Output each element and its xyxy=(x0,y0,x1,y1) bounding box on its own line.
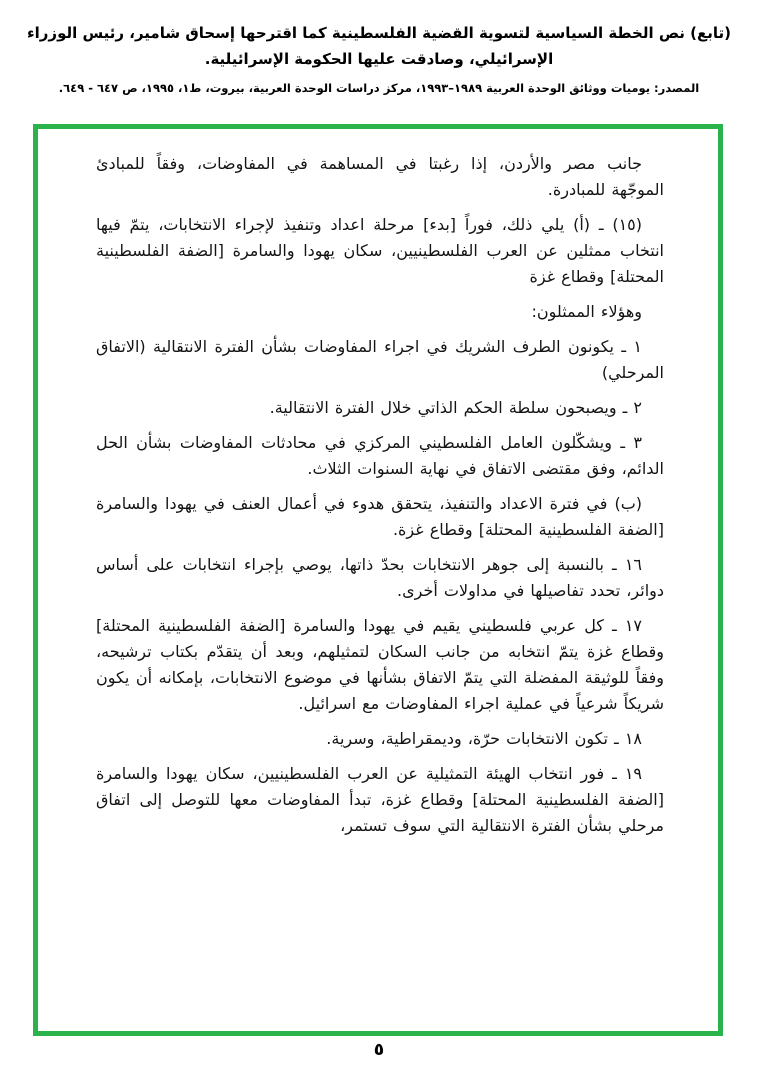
body-paragraph: ١٨ ـ تكون الانتخابات حرّة، وديمقراطية، وسرية. xyxy=(326,729,642,748)
body-paragraph: ١ ـ يكونون الطرف الشريك في اجراء المفاوضات بشأن الفترة الانتقالية (الاتفاق المرحلي) xyxy=(96,337,664,382)
source-citation: المصدر: يوميات ووثائق الوحدة العربية ١٩٨٩–١٩٩٣، مركز دراسات الوحدة العربية، بيروت، ط١، ١٩٩٥، ص ٦٤٧ - ٦٤٩. xyxy=(58,80,700,95)
body-paragraph: ١٧ ـ كل عربي فلسطيني يقيم في يهودا والسامرة [الضفة الفلسطينية المحتلة] وقطاع غزة يتمّ انتخابه من جانب السكان لتمثيلهم، وبعد أن يتقدّم بكتاب ترشيحه، وفقاً للوثيقة المفضلة التي يتمّ الاتفاق بشأنها في موضوع الانتخابات، بإمكانه أن يكون شريكاً شرعياً في عملية اجراء المفاوضات مع اسرائيل. xyxy=(96,616,664,713)
body-paragraph: (ب) في فترة الاعداد والتنفيذ، يتحقق هدوء في أعمال العنف في يهودا والسامرة [الضفة الفلسطينية المحتلة] وقطاع غزة. xyxy=(96,494,664,539)
body-paragraph: ٣ ـ ويشكّلون العامل الفلسطيني المركزي في محادثات المفاوضات بشأن الحل الدائم، وفق مقتضى الاتفاق في نهاية السنوات الثلاث. xyxy=(96,433,664,478)
content-frame xyxy=(33,124,723,1036)
body-paragraph: جانب مصر والأردن، إذا رغبتا في المساهمة في المفاوضات، وفقاً للمبادئ الموجّهة للمبادرة. xyxy=(96,154,664,199)
body-paragraph: ١٩ ـ فور انتخاب الهيئة التمثيلية عن العرب الفلسطينيين، سكان يهودا والسامرة [الضفة الفلسطينية المحتلة] وقطاع غزة، تبدأ المفاوضات معها للتوصل إلى اتفاق مرحلي بشأن الفترة الانتقالية التي سوف تستمر، xyxy=(96,764,664,835)
page-number: ٥ xyxy=(373,1040,385,1060)
document-title: (تابع) نص الخطة السياسية لتسوية القضية الفلسطينية كما اقترحها إسحاق شامير، رئيس الوزراء الإسرائيلي، وصادقت عليها الحكومة الإسرائيلية. xyxy=(26,24,732,69)
body-paragraph: (١٥) ـ (أ) يلي ذلك، فوراً [بدء] مرحلة اعداد وتنفيذ لإجراء الانتخابات، يتمّ فيها انتخاب ممثلين عن العرب الفلسطينيين، سكان يهودا والسامرة [الضفة الفلسطينية المحتلة] وقطاع غزة xyxy=(96,215,664,286)
body-paragraph: ١٦ ـ بالنسبة إلى جوهر الانتخابات بحدّ ذاتها، يوصي بإجراء انتخابات على أساس دوائر، تحدد تفاصيلها في مداولات أخرى. xyxy=(96,555,664,600)
body-paragraph: وهؤلاء الممثلون: xyxy=(531,302,642,321)
body-paragraph: ٢ ـ ويصبحون سلطة الحكم الذاتي خلال الفترة الانتقالية. xyxy=(269,398,642,417)
